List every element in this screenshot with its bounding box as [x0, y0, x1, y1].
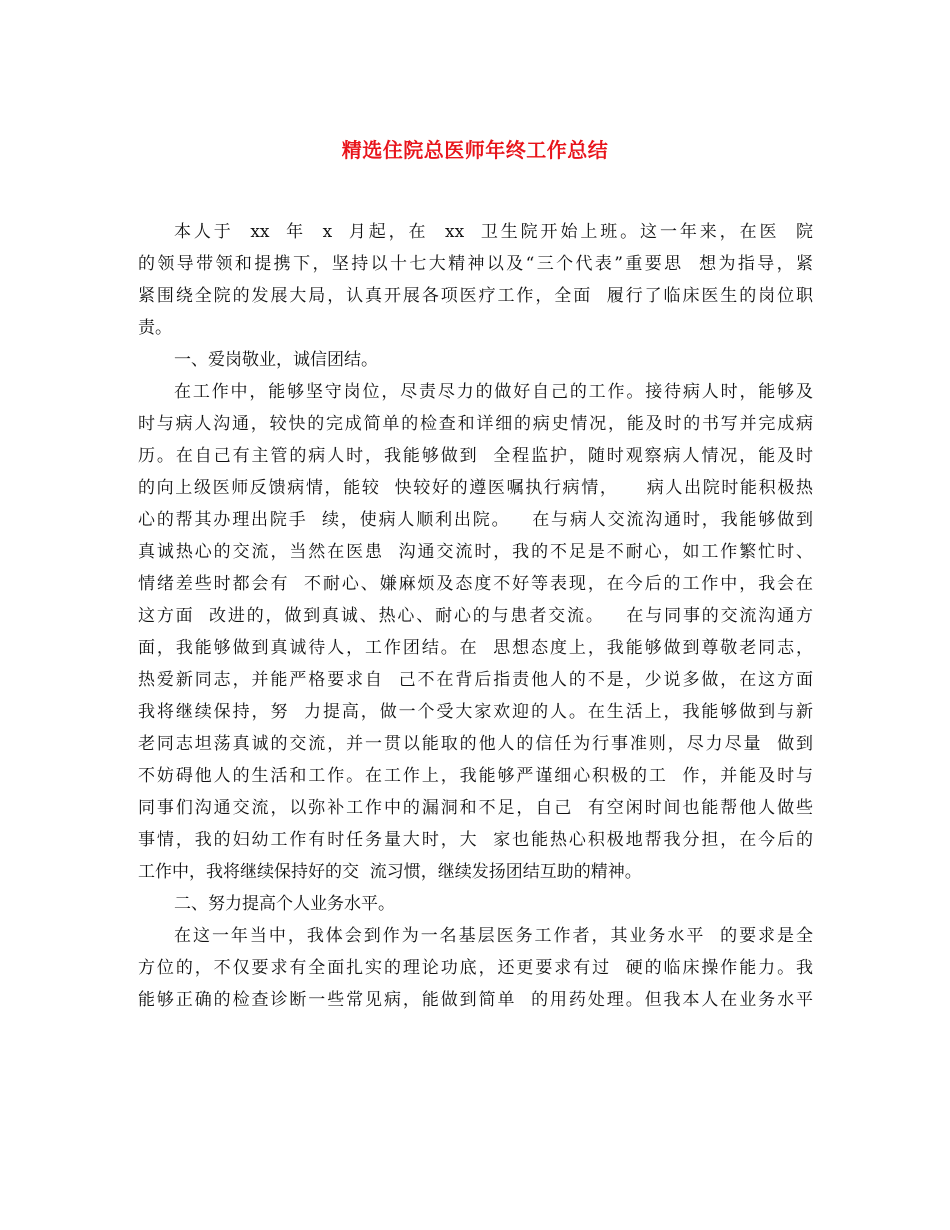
section-heading: 二、努力提高个人业务水平。 [174, 894, 395, 914]
text-line: 在这一年当中，我体会到作为一名基层医务工作者，其业务水平 的要求是全 [174, 926, 813, 946]
text-line: 责。 [138, 318, 172, 338]
text-line: 面，我能够做到真诚待人，工作团结。在 思想态度上，我能够做到尊敬老同志， [138, 638, 813, 658]
text-line: 老同志坦荡真诚的交流，并一贯以能取的他人的信任为行事准则，尽力尽量 做到 [138, 734, 813, 754]
text-line: 情绪差些时都会有 不耐心、嫌麻烦及态度不好等表现，在今后的工作中，我会在 [138, 574, 813, 594]
text-line: 我将继续保持，努 力提高，做一个受大家欢迎的人。在生活上，我能够做到与新 [138, 702, 813, 722]
text-line: 事情，我的妇幼工作有时任务量大时，大 家也能热心积极地帮我分担，在今后的 [138, 830, 813, 850]
text-line: 时与病人沟通，较快的完成简单的检查和详细的病史情况，能及时的书写并完成病 [138, 414, 813, 434]
text-line: 方位的，不仅要求有全面扎实的理论功底，还更要求有过 硬的临床操作能力。我 [138, 958, 813, 978]
text-line: 的领导带领和提携下，坚持以十七大精神以及“三个代表”重要思 想为指导，紧 [138, 254, 813, 274]
text-line: 热爱新同志，并能严格要求自 己不在背后指责他人的不是，少说多做，在这方面 [138, 670, 813, 690]
text-line: 能够正确的检查诊断一些常见病，能做到简单 的用药处理。但我本人在业务水平 [138, 990, 813, 1010]
text-line: 不妨碍他人的生活和工作。在工作上，我能够严谨细心积极的工 作，并能及时与 [138, 766, 813, 786]
text-line: 历。在自己有主管的病人时，我能够做到 全程监护，随时观察病人情况，能及时 [138, 446, 813, 466]
text-line: 真诚热心的交流，当然在医患 沟通交流时，我的不足是不耐心，如工作繁忙时、 [138, 542, 813, 562]
text-line: 本人于 xx 年 x 月起，在 xx 卫生院开始上班。这一年来，在医 院 [174, 222, 813, 242]
document-body [138, 216, 813, 1016]
text-line: 心的帮其办理出院手 续，使病人顺利出院。 在与病人交流沟通时，我能够做到 [138, 510, 813, 530]
text-line: 工作中，我将继续保持好的交 流习惯，继续发扬团结互助的精神。 [138, 862, 642, 882]
text-line: 在工作中，能够坚守岗位，尽责尽力的做好自己的工作。接待病人时，能够及 [174, 382, 813, 402]
text-line: 的向上级医师反馈病情，能较 快较好的遵医嘱执行病情， 病人出院时能积极热 [138, 478, 813, 498]
section-heading: 一、爱岗敬业，诚信团结。 [174, 350, 378, 370]
document-title: 精选住院总医师年终工作总结 [341, 138, 609, 162]
text-line: 同事们沟通交流，以弥补工作中的漏洞和不足，自己 有空闲时间也能帮他人做些 [138, 798, 813, 818]
text-line: 这方面 改进的，做到真诚、热心、耐心的与患者交流。 在与同事的交流沟通方 [138, 606, 813, 626]
text-line: 紧围绕全院的发展大局，认真开展各项医疗工作，全面 履行了临床医生的岗位职 [138, 286, 813, 306]
